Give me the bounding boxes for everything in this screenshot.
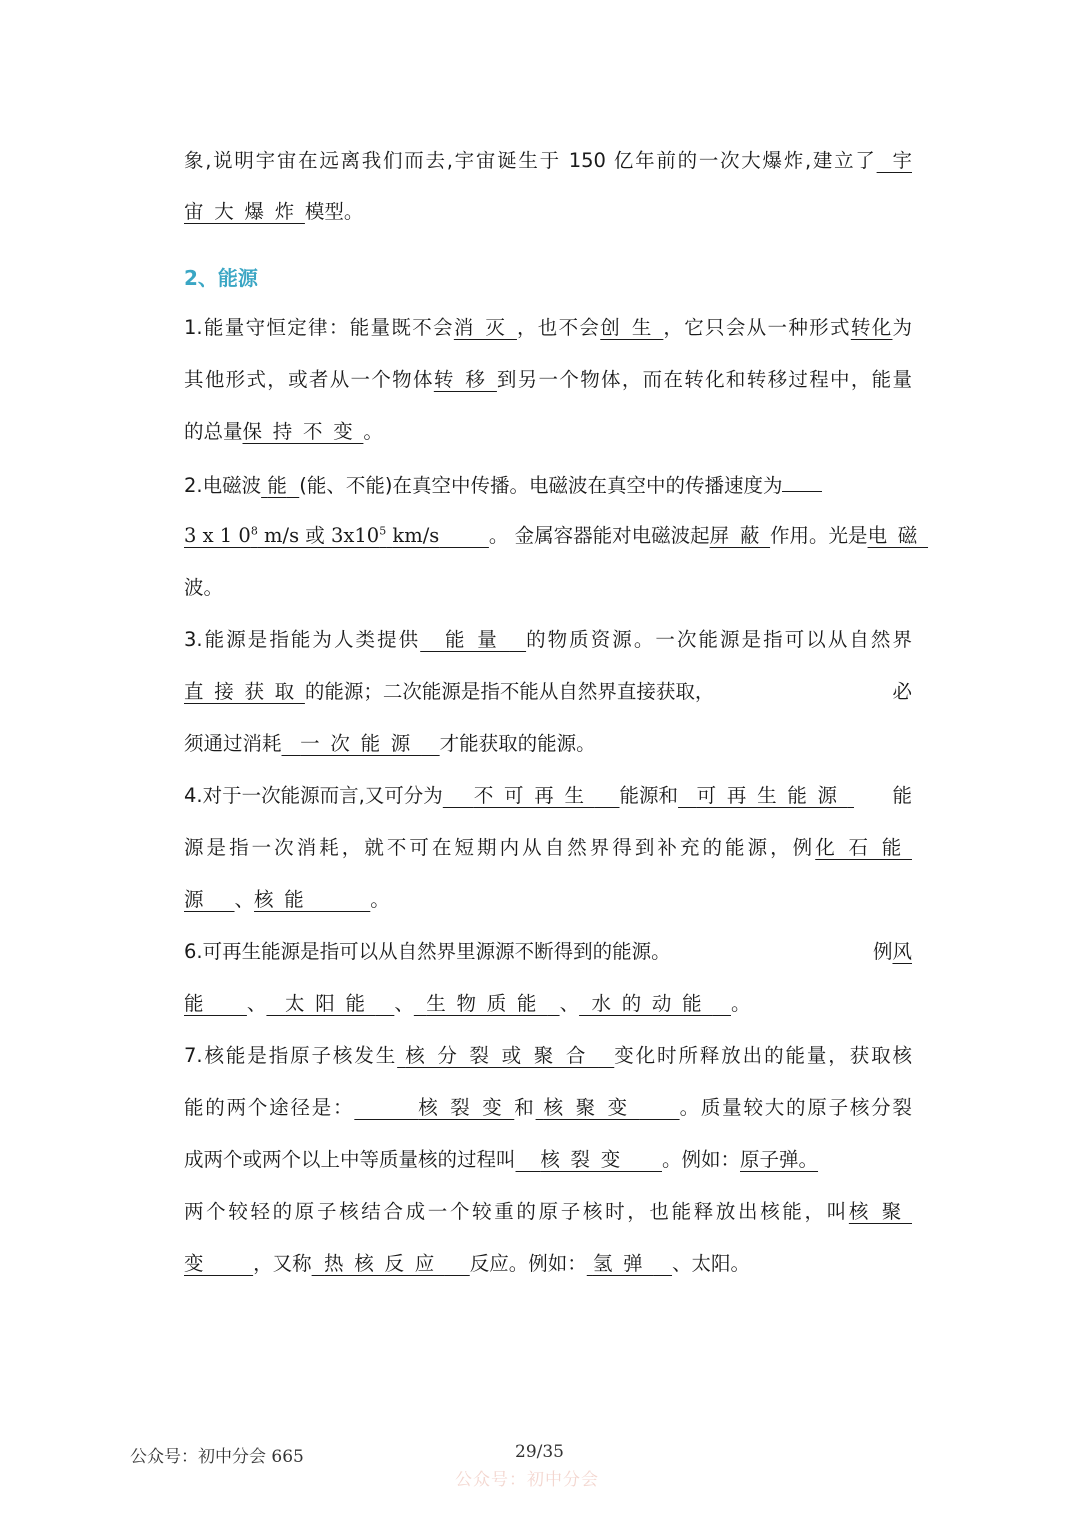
answer-underline: 可再生能源 — [696, 784, 848, 807]
answer-underline: 水的动能 — [591, 992, 713, 1015]
answer-underline: 消灭 — [453, 316, 517, 339]
text-line: 成两个或两个以上中等质量核的过程叫 核裂变 。例如：原子弹。 — [184, 1148, 819, 1171]
text-line: 波。 — [184, 576, 224, 599]
text-line: 直接获取的能源；二次能源是指不能从自然界直接获取， 必 — [184, 677, 912, 707]
answer-underline: 原子弹。 — [740, 1148, 819, 1171]
answer-underline: 能 — [184, 992, 204, 1015]
answer-underline: 能量 — [444, 628, 510, 651]
answer-underline: 电磁 — [867, 524, 929, 547]
answer-underline: 宇 — [892, 149, 912, 172]
text-line — [184, 197, 912, 227]
answer-underline: 变 — [184, 1252, 204, 1275]
text-line: 两个较轻的原子核结合成一个较重的原子核时，也能释放出核能，叫核聚 — [184, 1200, 912, 1223]
text-line: 4.对于一次能源而言,又可分为 不可再生 能源和 可再生能源 能 — [184, 781, 912, 811]
text-line: 的总量保持不变。 — [184, 420, 383, 443]
text-line: 其他形式，或者从一个物体转移到另一个物体，而在转化和转移过程中，能量 — [184, 368, 912, 391]
answer-underline: 转移 — [433, 368, 497, 391]
footer-source: 公众号：初中分会 665 — [130, 1447, 304, 1467]
answer-underline: 直接获取 — [184, 680, 305, 703]
text-line: 源 、核能 。 — [184, 888, 390, 911]
answer-underline: 核分裂或聚合 — [405, 1044, 599, 1067]
answer-underline: 能 — [267, 474, 287, 497]
text-line: 7.核能是指原子核发生 核分裂或聚合 变化时所释放出的能量，获取核 — [184, 1044, 912, 1067]
answer-underline: 转化 — [850, 316, 893, 339]
text-line: 源是指一次消耗，就不可在短期内从自然界得到补充的能源，例化石能 — [184, 836, 912, 859]
text-span: 模型。 — [304, 200, 364, 223]
answer-underline: 创生 — [600, 316, 664, 339]
text-line: 能的两个途径是： 核裂变和 核聚变 。质量较大的原子核分裂 — [184, 1096, 912, 1119]
answer-underline: 3 x 1 $0^8$ m/s 或 $3x10^5$ km/s — [184, 524, 440, 547]
answer-underline: 保持不变 — [242, 420, 364, 443]
text-line: 3.能源是指能为人类提供 能量 的物质资源。一次能源是指可以从自然界 — [184, 628, 912, 651]
text-line: 2.电磁波 能 (能、不能)在真空中传播。电磁波在真空中的传播速度为 — [184, 469, 912, 501]
text-span: 象,说明宇宙在远离我们而去,宇宙诞生于 150 亿年前的一次大爆炸,建立了 — [184, 149, 877, 172]
text-line: 变 ，又称 热核反应 反应。例如： 氢弹 、太阳。 — [184, 1252, 751, 1275]
answer-underline: 核裂变 — [540, 1148, 631, 1171]
answer-underline: 核能 — [254, 888, 315, 911]
answer-underline: 核裂变 — [418, 1096, 515, 1119]
text-span: 能 — [892, 784, 912, 807]
blank-line — [782, 469, 822, 492]
page-number: 29/35 — [515, 1442, 564, 1462]
section-heading: 2、能源 — [184, 266, 258, 290]
text-line: 1.能量守恒定律：能量既不会消灭，也不会创生，它只会从一种形式转化为 — [184, 316, 912, 339]
answer-underline: 一次能源 — [300, 732, 422, 755]
answer-underline: 屏蔽 — [709, 524, 771, 547]
answer-underline: 源 — [184, 888, 204, 911]
text-line: 能 、 太阳能 、 生物质能 、 水的动能 。 — [184, 992, 751, 1015]
text-line: 6.可再生能源是指可以从自然界里源源不断得到的能源。 例风 — [184, 940, 912, 963]
answer-underline: 热核反应 — [324, 1252, 445, 1275]
answer-underline: 宙大爆炸 — [184, 200, 305, 223]
answer-underline: 不可再生 — [473, 784, 595, 807]
answer-underline: 氢弹 — [592, 1252, 654, 1275]
answer-underline: 太阳能 — [285, 992, 376, 1015]
answer-underline: 生物质能 — [426, 992, 548, 1015]
text-line — [184, 146, 912, 176]
answer-underline: 核聚 — [848, 1200, 912, 1223]
text-line: 须通过消耗 一次能源 才能获取的能源。 — [184, 732, 596, 755]
answer-underline: 化石能 — [815, 836, 912, 859]
answer-underline: 核聚变 — [543, 1096, 640, 1119]
text-span: 必 — [892, 680, 912, 703]
answer-underline: 风 — [892, 940, 912, 963]
watermark: 公众号：初中分会 — [455, 1470, 599, 1490]
text-line: 3 x 1 $0^8$ m/s 或 $3x10^5$ km/s 。 金属容器能对电磁波起屏蔽作用。光是电磁 — [184, 524, 929, 547]
